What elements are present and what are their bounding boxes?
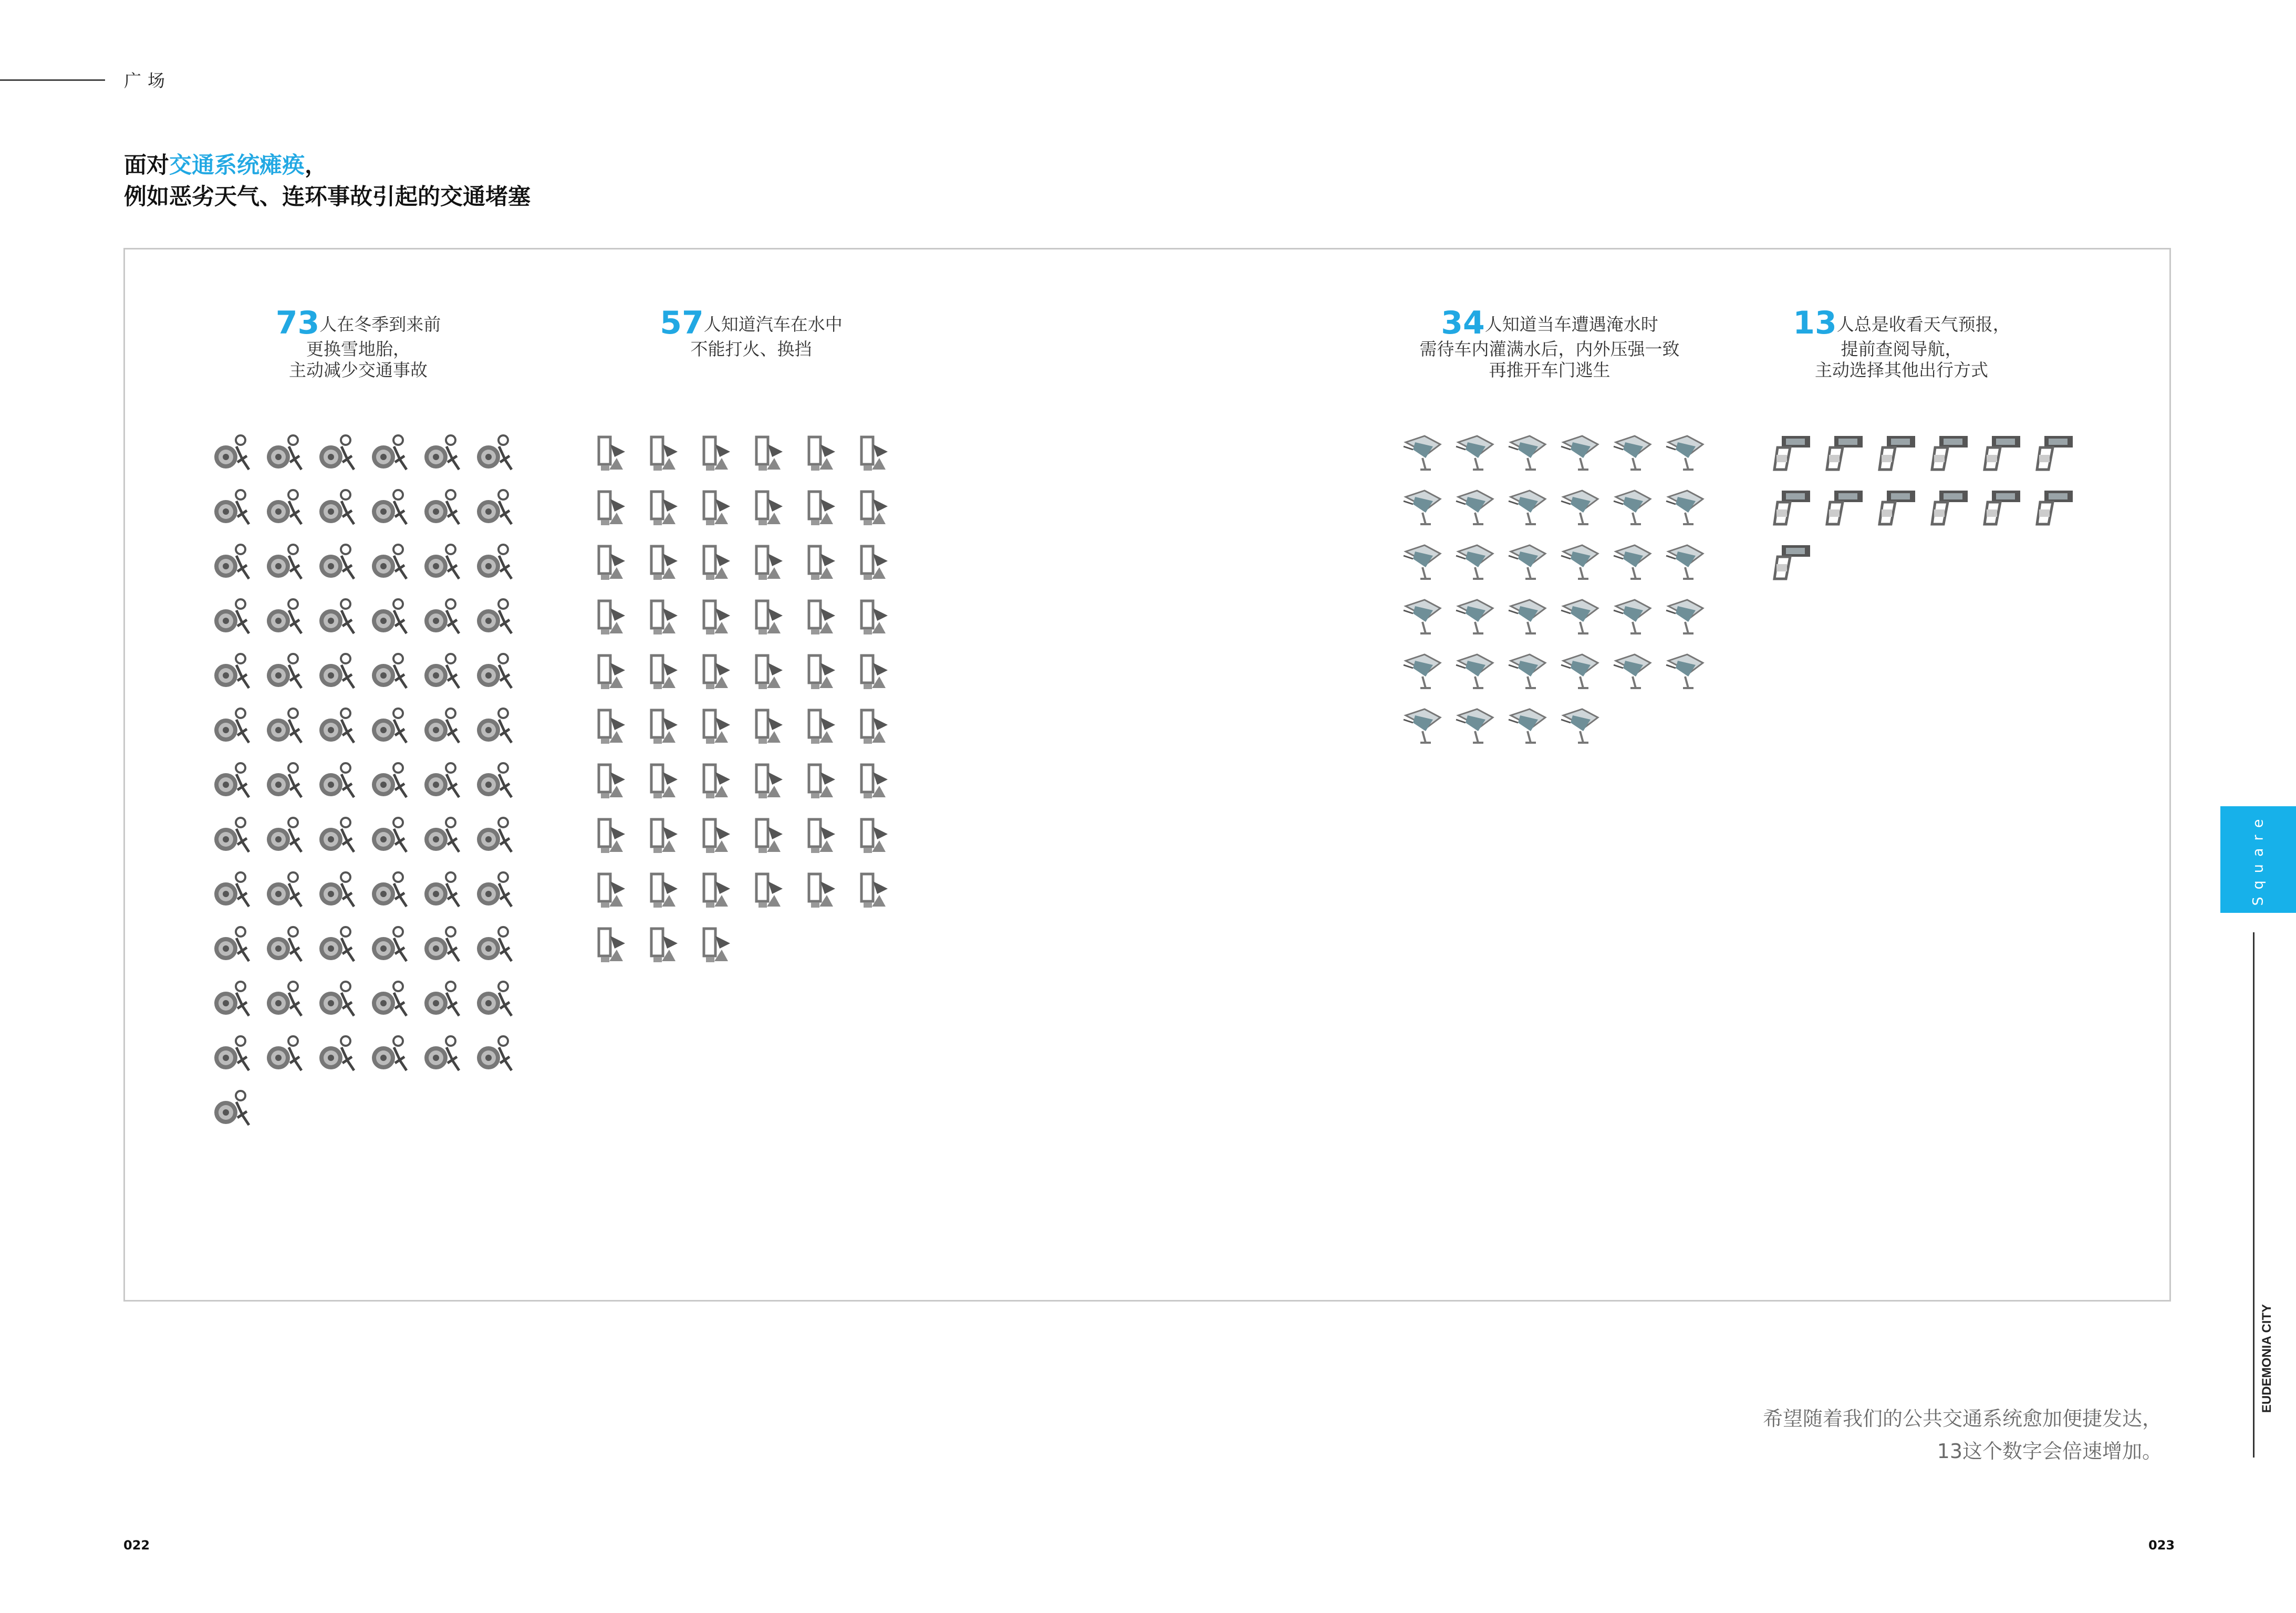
car-ignition-icon bbox=[646, 813, 689, 856]
flooded-car-door-icon bbox=[1401, 540, 1445, 583]
snow-tire-icon bbox=[210, 813, 253, 856]
car-ignition-icon bbox=[751, 540, 794, 583]
snow-tire-icon bbox=[210, 431, 253, 474]
snow-tire-icon bbox=[315, 977, 358, 1020]
stat-text-line: 需待车内灌满水后，内外压强一致 bbox=[1419, 339, 1680, 359]
snow-tire-icon bbox=[263, 485, 306, 528]
snow-tire-icon bbox=[420, 540, 463, 583]
snow-tire-icon bbox=[420, 922, 463, 965]
car-ignition-icon bbox=[751, 813, 794, 856]
flooded-car-door-icon bbox=[1507, 431, 1550, 474]
car-ignition-icon bbox=[751, 868, 794, 911]
snow-tire-icon bbox=[315, 595, 358, 638]
section-tab-label: Square bbox=[2250, 811, 2267, 906]
car-ignition-icon bbox=[804, 649, 847, 692]
weather-forecast-tv-icon bbox=[1980, 431, 2023, 474]
stat-text-line: 人总是收看天气预报， bbox=[1836, 314, 2010, 335]
car-ignition-icon bbox=[856, 431, 899, 474]
weather-forecast-tv-icon bbox=[1823, 431, 1866, 474]
car-ignition-icon bbox=[646, 649, 689, 692]
car-ignition-icon bbox=[699, 431, 742, 474]
snow-tire-icon bbox=[420, 758, 463, 802]
snow-tire-icon bbox=[420, 704, 463, 747]
flooded-car-door-icon bbox=[1664, 595, 1707, 638]
snow-tire-icon bbox=[210, 1032, 253, 1075]
snow-tire-icon bbox=[473, 485, 516, 528]
snow-tire-icon bbox=[473, 868, 516, 911]
weather-forecast-tv-icon bbox=[1770, 485, 1813, 528]
snow-tire-icon bbox=[420, 485, 463, 528]
snow-tire-icon bbox=[315, 1032, 358, 1075]
stat-text-line: 更换雪地胎， bbox=[306, 339, 410, 359]
headline-line-2: 例如恶劣天气、连环事故引起的交通堵塞 bbox=[124, 184, 531, 210]
snow-tire-icon bbox=[473, 977, 516, 1020]
car-ignition-icon bbox=[594, 813, 637, 856]
flooded-car-door-icon bbox=[1664, 431, 1707, 474]
snow-tire-icon bbox=[263, 431, 306, 474]
flooded-car-door-icon bbox=[1401, 704, 1445, 747]
snow-tire-icon bbox=[420, 1032, 463, 1075]
flooded-car-door-icon bbox=[1401, 649, 1445, 692]
stat-number: 34 bbox=[1441, 305, 1485, 341]
flooded-car-door-icon bbox=[1559, 704, 1602, 747]
flooded-car-door-icon bbox=[1454, 649, 1497, 692]
car-ignition-icon bbox=[856, 704, 899, 747]
car-ignition-icon bbox=[856, 485, 899, 528]
car-ignition-icon bbox=[646, 595, 689, 638]
car-ignition-icon bbox=[856, 595, 899, 638]
snow-tire-icon bbox=[263, 922, 306, 965]
flooded-car-door-icon bbox=[1559, 595, 1602, 638]
car-ignition-icon bbox=[699, 540, 742, 583]
car-ignition-icon bbox=[699, 704, 742, 747]
car-ignition-icon bbox=[646, 704, 689, 747]
car-ignition-icon bbox=[699, 649, 742, 692]
stat-block-car-ignition bbox=[651, 307, 851, 360]
car-ignition-icon bbox=[751, 485, 794, 528]
flooded-car-door-icon bbox=[1401, 431, 1445, 474]
snow-tire-icon bbox=[473, 431, 516, 474]
stat-text-line: 人在冬季到来前 bbox=[319, 314, 441, 335]
stat-number: 73 bbox=[275, 305, 320, 341]
car-ignition-icon bbox=[594, 540, 637, 583]
headline-line-1: 面对交通系统瘫痪， bbox=[124, 152, 327, 179]
car-ignition-icon bbox=[594, 868, 637, 911]
car-ignition-icon bbox=[751, 704, 794, 747]
snow-tire-icon bbox=[473, 922, 516, 965]
snow-tire-icon bbox=[420, 431, 463, 474]
snow-tire-icon bbox=[315, 813, 358, 856]
snow-tire-icon bbox=[368, 704, 411, 747]
flooded-car-door-icon bbox=[1559, 431, 1602, 474]
snow-tire-icon bbox=[473, 813, 516, 856]
weather-forecast-tv-icon bbox=[1875, 485, 1918, 528]
snow-tire-icon bbox=[368, 758, 411, 802]
car-ignition-icon bbox=[751, 595, 794, 638]
snow-tire-icon bbox=[263, 758, 306, 802]
snow-tire-icon bbox=[368, 485, 411, 528]
weather-forecast-tv-icon bbox=[2033, 431, 2076, 474]
car-ignition-icon bbox=[856, 813, 899, 856]
header-rule bbox=[0, 79, 105, 81]
flooded-car-door-icon bbox=[1612, 485, 1655, 528]
flooded-car-door-icon bbox=[1559, 649, 1602, 692]
snow-tire-icon bbox=[368, 540, 411, 583]
snow-tire-icon bbox=[263, 813, 306, 856]
weather-forecast-tv-icon bbox=[1980, 485, 2023, 528]
weather-forecast-tv-icon bbox=[1928, 431, 1971, 474]
car-ignition-icon bbox=[804, 540, 847, 583]
stat-text-line: 主动减少交通事故 bbox=[289, 360, 428, 380]
snow-tire-icon bbox=[315, 922, 358, 965]
car-ignition-icon bbox=[646, 431, 689, 474]
snow-tire-icon bbox=[368, 922, 411, 965]
flooded-car-door-icon bbox=[1612, 540, 1655, 583]
snow-tire-icon bbox=[368, 813, 411, 856]
flooded-car-door-icon bbox=[1507, 595, 1550, 638]
snow-tire-icon bbox=[263, 704, 306, 747]
flooded-car-door-icon bbox=[1612, 649, 1655, 692]
snow-tire-icon bbox=[263, 595, 306, 638]
stat-text-line: 主动选择其他出行方式 bbox=[1815, 360, 1988, 380]
weather-forecast-tv-icon bbox=[1770, 431, 1813, 474]
weather-forecast-tv-icon bbox=[1770, 540, 1813, 583]
stat-block-weather-forecast bbox=[1791, 307, 2012, 381]
snow-tire-icon bbox=[368, 649, 411, 692]
snow-tire-icon bbox=[210, 977, 253, 1020]
snow-tire-icon bbox=[368, 868, 411, 911]
car-ignition-icon bbox=[856, 758, 899, 802]
stat-text-line: 再推开车门逃生 bbox=[1489, 360, 1611, 380]
flooded-car-door-icon bbox=[1454, 431, 1497, 474]
snow-tire-icon bbox=[473, 704, 516, 747]
car-ignition-icon bbox=[699, 922, 742, 965]
snow-tire-icon bbox=[420, 977, 463, 1020]
weather-forecast-tv-icon bbox=[1823, 485, 1866, 528]
snow-tire-icon bbox=[368, 977, 411, 1020]
snow-tire-icon bbox=[315, 758, 358, 802]
car-ignition-icon bbox=[594, 649, 637, 692]
page-number-right: 023 bbox=[2148, 1538, 2175, 1553]
snow-tire-icon bbox=[315, 868, 358, 911]
snow-tire-icon bbox=[473, 649, 516, 692]
flooded-car-door-icon bbox=[1454, 595, 1497, 638]
snow-tire-icon bbox=[315, 431, 358, 474]
flooded-car-door-icon bbox=[1664, 649, 1707, 692]
headline-highlight: 交通系统瘫痪 bbox=[169, 152, 305, 179]
car-ignition-icon bbox=[804, 868, 847, 911]
snow-tire-icon bbox=[263, 977, 306, 1020]
car-ignition-icon bbox=[804, 813, 847, 856]
car-ignition-icon bbox=[804, 758, 847, 802]
car-ignition-icon bbox=[699, 595, 742, 638]
snow-tire-icon bbox=[263, 540, 306, 583]
flooded-car-door-icon bbox=[1664, 540, 1707, 583]
flooded-car-door-icon bbox=[1454, 540, 1497, 583]
weather-forecast-tv-icon bbox=[1875, 431, 1918, 474]
car-ignition-icon bbox=[594, 922, 637, 965]
stat-text-line: 人知道汽车在水中 bbox=[703, 314, 843, 335]
car-ignition-icon bbox=[646, 540, 689, 583]
snow-tire-icon bbox=[210, 540, 253, 583]
car-ignition-icon bbox=[751, 649, 794, 692]
snow-tire-icon bbox=[210, 1086, 253, 1129]
car-ignition-icon bbox=[699, 868, 742, 911]
stat-number: 13 bbox=[1793, 305, 1837, 341]
stat-block-flooded-car bbox=[1408, 307, 1691, 381]
snow-tire-icon bbox=[473, 540, 516, 583]
car-ignition-icon bbox=[804, 704, 847, 747]
snow-tire-icon bbox=[473, 1032, 516, 1075]
car-ignition-icon bbox=[594, 704, 637, 747]
snow-tire-icon bbox=[368, 595, 411, 638]
car-ignition-icon bbox=[646, 922, 689, 965]
flooded-car-door-icon bbox=[1559, 485, 1602, 528]
snow-tire-icon bbox=[315, 485, 358, 528]
car-ignition-icon bbox=[804, 595, 847, 638]
car-ignition-icon bbox=[594, 485, 637, 528]
snow-tire-icon bbox=[420, 595, 463, 638]
icon-grid-flooded-car bbox=[1401, 431, 1707, 747]
snow-tire-icon bbox=[473, 595, 516, 638]
snow-tire-icon bbox=[315, 649, 358, 692]
car-ignition-icon bbox=[699, 758, 742, 802]
flooded-car-door-icon bbox=[1664, 485, 1707, 528]
icon-grid-weather-forecast bbox=[1770, 431, 2076, 583]
snow-tire-icon bbox=[420, 813, 463, 856]
car-ignition-icon bbox=[699, 813, 742, 856]
stat-text-line: 人知道当车遭遇淹水时 bbox=[1484, 314, 1658, 335]
flooded-car-door-icon bbox=[1559, 540, 1602, 583]
car-ignition-icon bbox=[594, 758, 637, 802]
snow-tire-icon bbox=[263, 868, 306, 911]
snow-tire-icon bbox=[210, 649, 253, 692]
snow-tire-icon bbox=[473, 758, 516, 802]
snow-tire-icon bbox=[315, 704, 358, 747]
flooded-car-door-icon bbox=[1507, 704, 1550, 747]
flooded-car-door-icon bbox=[1454, 485, 1497, 528]
snow-tire-icon bbox=[210, 485, 253, 528]
side-brand: EUDEMONIA CITY bbox=[2260, 1304, 2274, 1413]
snow-tire-icon bbox=[210, 868, 253, 911]
snow-tire-icon bbox=[210, 922, 253, 965]
car-ignition-icon bbox=[594, 595, 637, 638]
snow-tire-icon bbox=[210, 758, 253, 802]
car-ignition-icon bbox=[856, 649, 899, 692]
stat-text-line: 不能打火、换挡 bbox=[690, 339, 812, 359]
snow-tire-icon bbox=[315, 540, 358, 583]
stat-block-snow-tire bbox=[269, 307, 448, 381]
car-ignition-icon bbox=[699, 485, 742, 528]
page-number-left: 022 bbox=[123, 1538, 150, 1553]
page-headline bbox=[124, 150, 531, 213]
flooded-car-door-icon bbox=[1401, 595, 1445, 638]
weather-forecast-tv-icon bbox=[2033, 485, 2076, 528]
weather-forecast-tv-icon bbox=[1928, 485, 1971, 528]
car-ignition-icon bbox=[594, 431, 637, 474]
side-rule bbox=[2253, 932, 2255, 1458]
snow-tire-icon bbox=[210, 704, 253, 747]
snow-tire-icon bbox=[368, 1032, 411, 1075]
closing-line-2: 13这个数字会倍速增加。 bbox=[1937, 1440, 2162, 1463]
car-ignition-icon bbox=[856, 540, 899, 583]
car-ignition-icon bbox=[646, 758, 689, 802]
car-ignition-icon bbox=[804, 485, 847, 528]
section-label: 广场 bbox=[124, 70, 171, 91]
icon-grid-car-ignition bbox=[594, 431, 899, 965]
flooded-car-door-icon bbox=[1612, 595, 1655, 638]
flooded-car-door-icon bbox=[1454, 704, 1497, 747]
car-ignition-icon bbox=[646, 868, 689, 911]
flooded-car-door-icon bbox=[1507, 649, 1550, 692]
car-ignition-icon bbox=[751, 758, 794, 802]
stat-number: 57 bbox=[660, 305, 704, 341]
flooded-car-door-icon bbox=[1507, 540, 1550, 583]
snow-tire-icon bbox=[263, 1032, 306, 1075]
snow-tire-icon bbox=[368, 431, 411, 474]
car-ignition-icon bbox=[804, 431, 847, 474]
stat-text-line: 提前查阅导航， bbox=[1841, 339, 1962, 359]
snow-tire-icon bbox=[420, 868, 463, 911]
flooded-car-door-icon bbox=[1401, 485, 1445, 528]
flooded-car-door-icon bbox=[1612, 431, 1655, 474]
car-ignition-icon bbox=[646, 485, 689, 528]
car-ignition-icon bbox=[856, 868, 899, 911]
icon-grid-snow-tire bbox=[210, 431, 516, 1129]
snow-tire-icon bbox=[210, 595, 253, 638]
car-ignition-icon bbox=[751, 431, 794, 474]
closing-statement bbox=[1763, 1402, 2162, 1468]
section-tab[interactable] bbox=[2220, 806, 2296, 913]
snow-tire-icon bbox=[263, 649, 306, 692]
closing-line-1: 希望随着我们的公共交通系统愈加便捷发达， bbox=[1762, 1407, 2162, 1430]
snow-tire-icon bbox=[420, 649, 463, 692]
flooded-car-door-icon bbox=[1507, 485, 1550, 528]
